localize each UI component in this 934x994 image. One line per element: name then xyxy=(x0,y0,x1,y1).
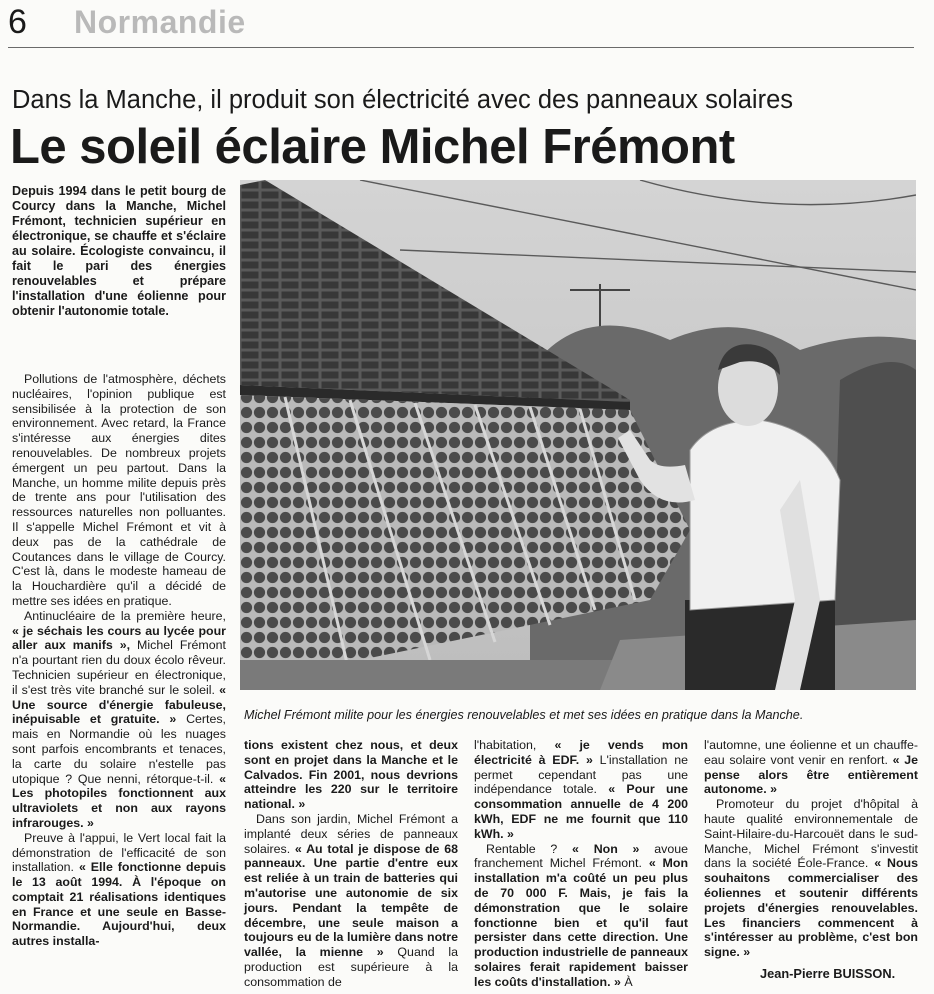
paragraph: Dans son jardin, Michel Frémont a implanté deux séries de panneaux solaires. « Au total je dispose de 68 panneaux. Une partie d'entre eux est reliée à un train de batteries qui m'autorise une autonomie de six jours. Pendant la tempête de décembre, une seule maison a toujours eu de la lumière dans notre vallée, la mienne » Quand la production est supérieure à la consommation de xyxy=(244,811,458,989)
page-number: 6 xyxy=(8,3,27,41)
paragraph: Pollutions de l'atmosphère, déchets nucléaires, l'opinion publique est sensibilisée à la protection de son environnement. Avec retard, la France s'intéresse aux énergies dites renouvelables. De nombreux projets émergent un peu partout. Dans la Manche, un homme milite depuis près de trente ans pour l'utilisation des ressources naturelles non polluantes. Il s'appelle Michel Frémont et vit à deux pas de la cathédrale de Coutances dans le village de Courcy. C'est là, dans le modeste hameau de la Houchardière qu'il a décidé de mettre ses idées en pratique. xyxy=(12,372,226,608)
quote: « Une source d'énergie fabuleuse, inépuisable et gratuite. » xyxy=(12,682,226,727)
quote: « je vends mon électricité à EDF. » xyxy=(474,738,688,767)
paragraph: Antinucléaire de la première heure, « je séchais les cours au lycée pour aller aux manifs », Michel Frémont n'a pourtant rien du doux écolo rêveur. Technicien supérieur en électronique, il s'est très vite branché sur le soleil. « Une source d'énergie fabuleuse, inépuisable et gratuite. » Certes, mais en Normandie où les nuages sont parfois encombrants et tenaces, la carte du solaire n'estelle pas utopique ? Que nenni, rétorque-t-il. « Les photopiles fonctionnent aux ultraviolets et non aux rayons infrarouges. » xyxy=(12,608,226,830)
article-lead: Depuis 1994 dans le petit bourg de Courcy dans la Manche, Michel Frémont, technicien supérieur en électronique, se chauffe et s'éclaire au solaire. Écologiste convaincu, il fait le pari des énergies renouvelables et prépare l'installation d'une éolienne pour obtenir l'autonomie totale. xyxy=(12,184,226,318)
article-column-2 xyxy=(244,738,458,990)
paragraph: Rentable ? « Non » avoue franchement Michel Frémont. « Mon installation m'a coûté un peu plus de 70 000 F. Mais, je fais la démonstration que le solaire fonctionne bien et qu'il faut persister dans cette direction. Une production industrielle de panneaux solaires ferait rapidement baisser les coûts d'installation. » À xyxy=(474,841,689,989)
quote: « Au total je dispose de 68 panneaux. Une partie d'entre eux est reliée à un train de batteries qui m'autorise une autonomie de six jours. Pendant la tempête de décembre, une seule maison a toujours eu de la lumière dans notre vallée, la mienne » xyxy=(244,841,458,960)
quote: « je séchais les cours au lycée pour aller aux manifs », xyxy=(12,623,226,653)
quote: « Non » xyxy=(572,841,640,856)
article-kicker: Dans la Manche, il produit son électricité avec des panneaux solaires xyxy=(12,86,794,114)
paragraph: Preuve à l'appui, le Vert local fait la démonstration de l'efficacité de son installation. « Elle fonctionne depuis le 13 août 1994. À l'époque on comptait 21 réalisations identiques en France et une seule en Basse-Normandie. Aujourd'hui, deux autres installa- xyxy=(12,830,226,949)
header-rule xyxy=(8,47,914,48)
paragraph: l'automne, une éolienne et un chauffe-eau solaire vont venir en renfort. « Je pense alors être entièrement autonome. » xyxy=(704,738,919,797)
section-title: Normandie xyxy=(74,4,246,40)
quote: « Nous souhaitons commercialiser des éoliennes et soutenir différents projets d'énergies renouvelables. Les financiers commencent à s'intéresser au problème, c'est bon signe. » xyxy=(704,856,919,960)
photo-caption: Michel Frémont milite pour les énergies renouvelables et met ses idées en pratique dans la Manche. xyxy=(244,708,804,722)
article-column-1 xyxy=(12,372,226,949)
author-signature: Jean-Pierre BUISSON. xyxy=(760,966,896,981)
quote: « Je pense alors être entièrement autonome. » xyxy=(704,752,919,797)
quote: « Elle fonctionne depuis le 13 août 1994. À l'époque on comptait 21 réalisations identiques en France et une seule en Basse-Normandie. Aujourd'hui, deux autres installa- xyxy=(12,860,226,949)
quote: « Mon installation m'a coûté un peu plus de 70 000 F. Mais, je fais la démonstration que le solaire fonctionne bien et qu'il faut persister dans cette direction. Une production industrielle de panneaux solaires ferait rapidement baisser les coûts d'installation. » xyxy=(474,856,689,989)
article-column-4 xyxy=(704,738,918,960)
quote: « Pour une consommation annuelle de 4 200 kWh, EDF ne me fournit que 110 kWh. » xyxy=(474,782,688,841)
paragraph xyxy=(244,738,458,812)
quote: tions existent chez nous, et deux sont en projet dans la Manche et le Calvados. Fin 2001, nous devrions atteindre les 220 sur le territoire national. » xyxy=(244,738,458,812)
solar-panels-photo xyxy=(240,180,916,690)
article-headline: Le soleil éclaire Michel Frémont xyxy=(10,120,735,174)
article-column-3 xyxy=(474,738,688,990)
paragraph: l'habitation, « je vends mon électricité à EDF. » L'installation ne permet cependant pas une indépendance totale. « Pour une consommation annuelle de 4 200 kWh, EDF ne me fournit que 110 kWh. » xyxy=(474,738,688,841)
quote: « Les photopiles fonctionnent aux ultraviolets et non aux rayons infrarouges. » xyxy=(12,771,226,830)
paragraph: Promoteur du projet d'hôpital à haute qualité environnementale de Saint-Hilaire-du-Harcouët dans le sud-Manche, Michel Frémont s'investit dans la société Éole-France. « Nous souhaitons commercialiser des éoliennes et soutenir différents projets d'énergies renouvelables. Les financiers commencent à s'intéresser au problème, c'est bon signe. » xyxy=(704,797,919,960)
